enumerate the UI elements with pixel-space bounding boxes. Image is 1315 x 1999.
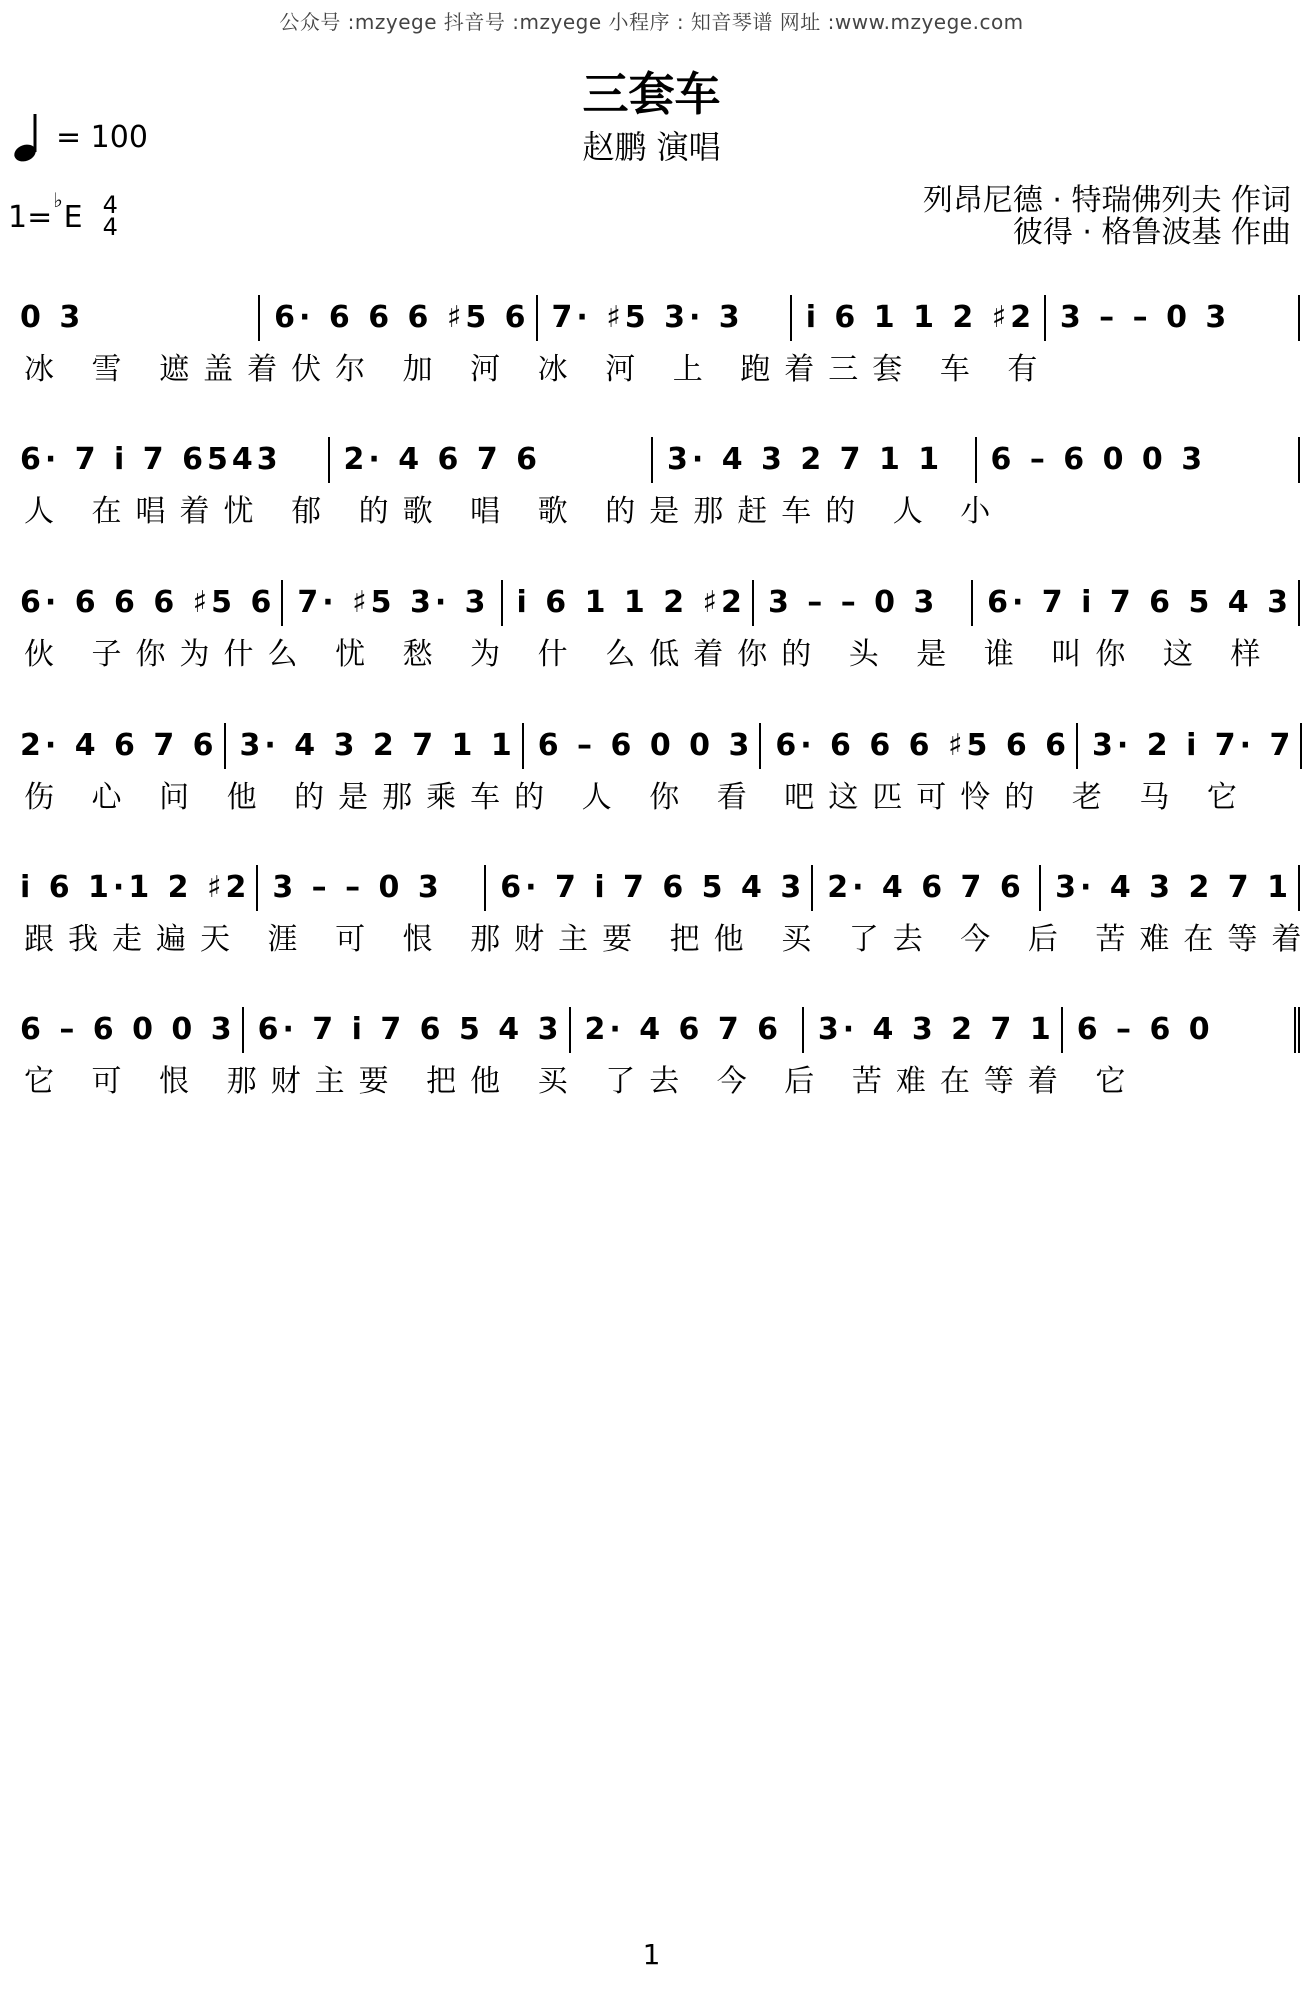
measure: 2· 4 6 7 6 — [569, 1007, 802, 1053]
measure: 6· 7 i 7 6 5 4 3 — [484, 865, 811, 911]
notation-line — [20, 288, 1300, 348]
tempo-value: = 100 — [56, 119, 148, 155]
notation-line — [20, 1000, 1300, 1060]
site-banner: 公众号 :mzyege 抖音号 :mzyege 小程序 : 知音琴谱 网址 :www.mzyege.com — [279, 10, 1024, 34]
lyrics-line: 人 在唱着忧 郁 的歌 唱 歌 的是那赶车的 人 小 — [24, 494, 1005, 529]
measure: i 6 1 1 2 ♯2 — [790, 295, 1044, 341]
measure: 3· 4 3 2 7 1 1 — [224, 723, 522, 769]
key-signature — [8, 188, 118, 241]
measure: 6 – 6 0 0 3 — [20, 1012, 236, 1047]
measure: 6 – 6 0 0 3 — [975, 437, 1301, 483]
measure-final: 6 – 6 0 — [1061, 1007, 1300, 1053]
measure: 3 – – 0 3 — [1044, 295, 1300, 341]
notation-line — [20, 716, 1300, 776]
measure: 6· 7 i 7 6 5 4 3 — [242, 1007, 569, 1053]
measure: 3· 4 3 2 7 1 — [802, 1007, 1061, 1053]
song-title: 三套车 — [582, 67, 721, 121]
measure: 3 – – 0 3 — [752, 580, 971, 626]
measure: 6· 6 6 6 ♯5 6 — [258, 295, 535, 341]
lyrics-line: 它 可 恨 那财主要 把他 买 了去 今 后 苦难在等着 它 — [24, 1064, 1140, 1099]
key-letter: E — [63, 200, 83, 235]
measure: 7· ♯5 3· 3 — [536, 295, 790, 341]
lyricist-credit: 列昂尼德 · 特瑞佛列夫 作词 — [922, 183, 1291, 218]
measure: 3 – – 0 3 — [256, 865, 484, 911]
quarter-note-icon — [10, 112, 40, 162]
time-signature-top: 4 — [102, 191, 118, 219]
tempo-marking — [10, 112, 148, 162]
composer-credit: 彼得 · 格鲁波基 作曲 — [1012, 215, 1291, 250]
measure: 2· 4 6 7 6 — [20, 728, 218, 763]
lyrics-line: 伙 子你为什么 忧 愁 为 什 么低着你的 头 是 谁 叫你 这 样 — [24, 637, 1275, 672]
measure: 6 – 6 0 0 3 — [522, 723, 760, 769]
key-prefix: 1= — [8, 200, 53, 235]
measure: 3· 2 i 7· 7 — [1076, 723, 1302, 769]
time-signature-bottom: 4 — [102, 213, 118, 241]
measure: i 6 1 1 2 ♯2 — [501, 580, 752, 626]
measure: 6· 6 6 6 ♯5 6 — [20, 585, 276, 620]
measure: 7· ♯5 3· 3 — [281, 580, 500, 626]
notation-line — [20, 573, 1300, 633]
measure: 3· 4 3 2 7 1 — [1039, 865, 1300, 911]
lyrics-line: 冰 雪 遮盖着伏尔 加 河 冰 河 上 跑着三套 车 有 — [24, 352, 1052, 387]
notation-line — [20, 858, 1300, 918]
lyrics-line: 伤 心 问 他 的是那乘车的 人 你 看 吧这匹可怜的 老 马 它 — [24, 780, 1251, 815]
flat-icon: ♭ — [53, 188, 63, 212]
lyrics-line: 跟我走遍天 涯 可 恨 那财主要 把他 买 了去 今 后 苦难在等着 — [24, 922, 1315, 957]
singer-credit: 赵鹏 演唱 — [582, 128, 721, 166]
measure: i 6 1·1 2 ♯2 — [20, 870, 251, 905]
measure: 6· 7 i 7 6543 — [20, 442, 282, 477]
measure: 2· 4 6 7 6 — [328, 437, 652, 483]
measure: 3· 4 3 2 7 1 1 — [651, 437, 975, 483]
measure: 0 3 — [20, 300, 85, 335]
time-signature — [102, 191, 118, 241]
notation-line — [20, 430, 1300, 490]
measure: 6· 7 i 7 6 5 4 3 — [971, 580, 1300, 626]
page-number: 1 — [642, 1938, 661, 1971]
measure: 2· 4 6 7 6 — [811, 865, 1039, 911]
measure: 6· 6 6 6 ♯5 6 6 — [759, 723, 1076, 769]
